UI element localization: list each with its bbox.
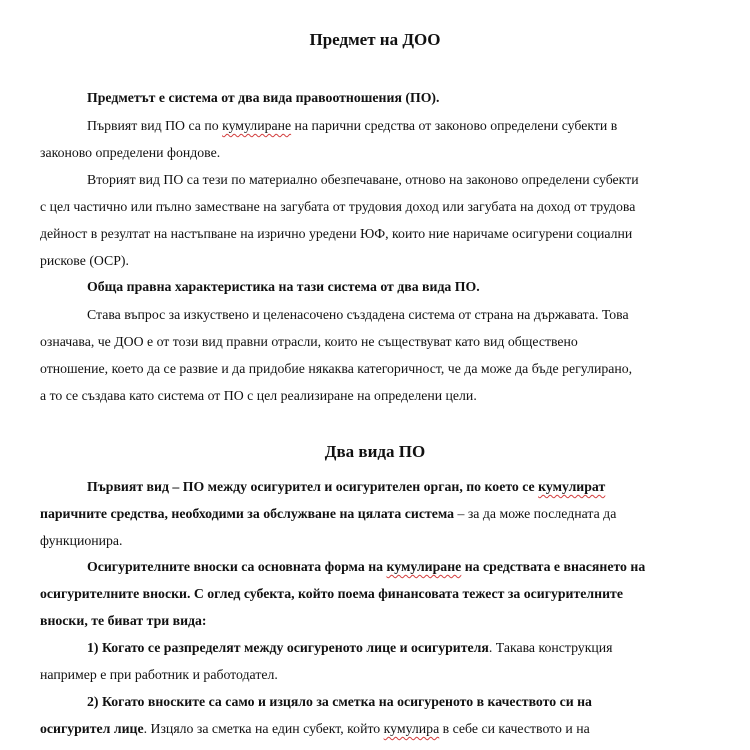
list-item: 2) Когато вноските са само и изцяло за сметка на осигуреното в качеството си на [87,694,592,709]
paragraph-line: например е при работник и работодател. [40,667,278,682]
paragraph-line: функционира. [40,533,123,548]
paragraph-line: с цел частично или пълно заместване на загубата от трудовия доход или загубата на доход от трудова [40,199,636,214]
paragraph-line: осигурител лице. Изцяло за сметка на един субект, който кумулира в себе си качеството и на [40,721,590,736]
spellcheck-word[interactable]: кумулиране [222,118,292,133]
paragraph-line: отношение, което да се развие и да придобие някаква категоричност, че да може да бъде регулирано, [40,361,633,376]
paragraph-line: осигурителните вноски. С оглед субекта, който поема финансовата тежест за осигурителните [40,586,623,601]
paragraph-line: рискове (ОСР). [40,253,129,268]
spellcheck-word[interactable]: кумулиране [386,559,462,574]
paragraph-line: вноски, те биват три вида: [40,613,207,628]
list-item: 1) Когато се разпределят между осигуреното лице и осигурителя. Такава конструкция [87,640,613,655]
paragraph-line: означава, че ДОО е от този вид правни отрасли, които не съществуват като вид обществено [40,334,578,349]
paragraph-line: Първият вид ПО са по кумулиране на парични средства от законово определени субекти в [87,118,618,133]
paragraph-line: Става въпрос за изкуствено и целенасочено създадена система от страна на държавата. Това [87,307,629,322]
paragraph-line: законово определени фондове. [40,145,221,160]
paragraph-line: Вторият вид ПО са тези по материално обезпечаване, отново на законово определени субекти [87,172,639,187]
subject-statement: Предметът е система от два вида правоотношения (ПО). [87,90,440,105]
paragraph-line: Първият вид – ПО между осигурител и осигурителен орган, по което се кумулират [87,479,606,494]
paragraph-line: а то се създава като система от ПО с цел реализиране на определени цели. [40,388,477,403]
paragraph-line: паричните средства, необходими за обслужване на цялата система – за да може последната да [40,506,617,521]
paragraph-line: Осигурителните вноски са основната форма на кумулиране на средствата е внасянето на [87,559,646,574]
spellcheck-word[interactable]: кумулира [383,721,440,736]
section-title-two-types: Два вида ПО [324,442,426,461]
spellcheck-word[interactable]: кумулират [538,479,606,494]
general-characteristic-heading: Обща правна характеристика на тази система от два вида ПО. [87,279,480,294]
section-title-subject: Предмет на ДОО [309,30,441,49]
paragraph-line: дейност в резултат на настъпване на изрично уредени ЮФ, които ние наричаме осигурени социални [40,226,633,241]
